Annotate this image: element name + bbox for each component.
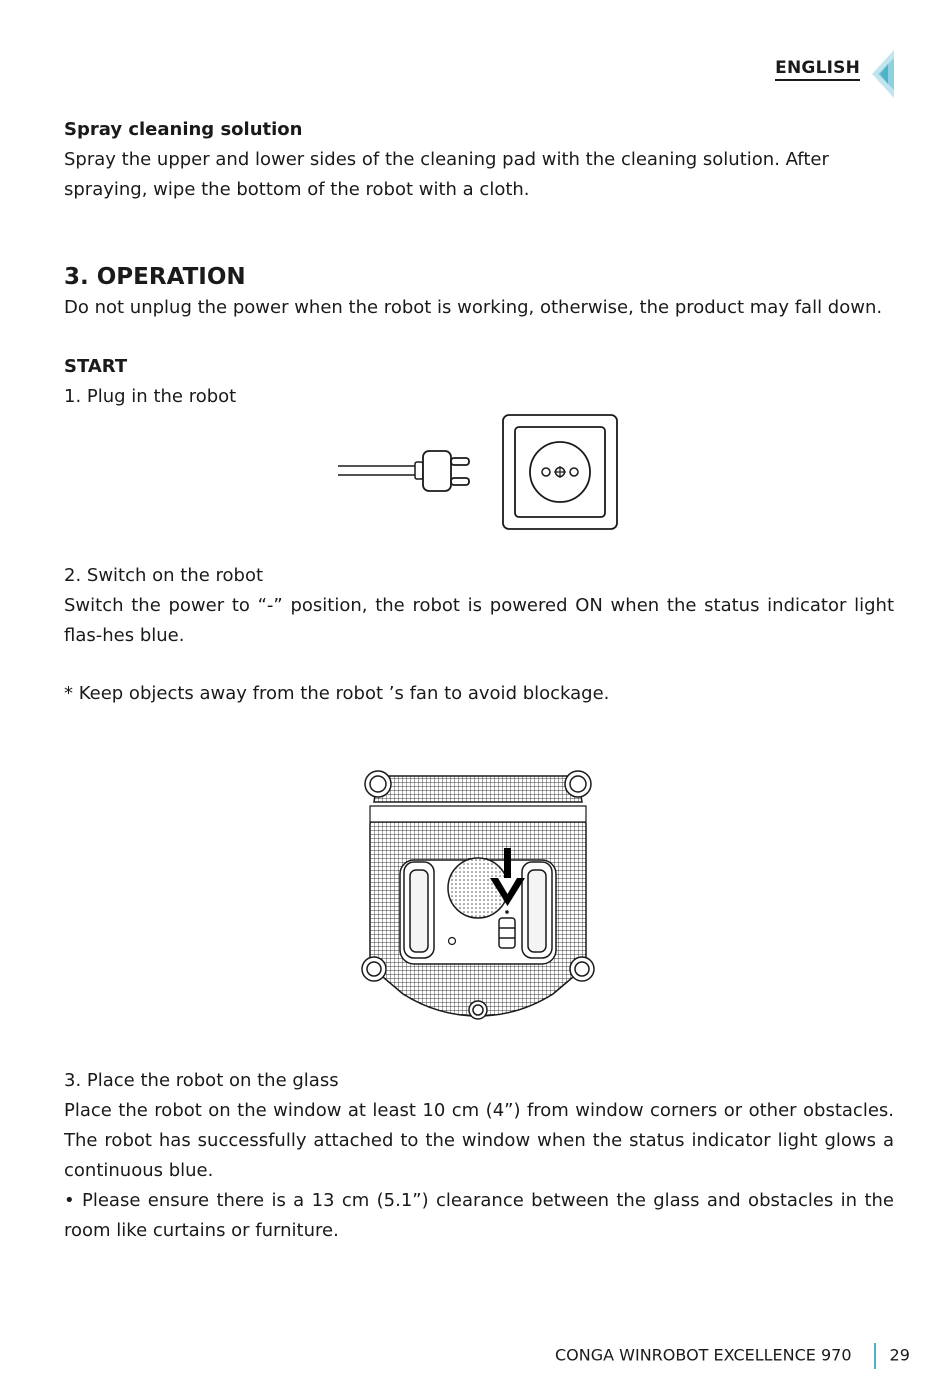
step3-text: Place the robot on the window at least 10 cm (4”) from window corners or other obstacles. The robot has successfully attached to the window when the status indicator light glows a continuous blue. xyxy=(64,1100,894,1181)
operation-title: 3. OPERATION xyxy=(64,264,246,290)
step3-bullet: • Please ensure there is a 13 cm (5.1”) clearance between the glass and obstacles in the room like curtains or furniture. xyxy=(64,1190,894,1241)
language-label: ENGLISH xyxy=(775,58,860,81)
language-tab-icon xyxy=(868,50,896,98)
power-cable xyxy=(338,462,423,479)
power-switch-icon xyxy=(499,918,515,948)
page-number: 29 xyxy=(889,1345,910,1365)
robot-top-pad xyxy=(374,776,582,802)
page-footer xyxy=(555,1343,910,1369)
step2-section xyxy=(64,561,894,651)
robot-illustration xyxy=(358,766,598,1022)
step2-title: 2. Switch on the robot xyxy=(64,565,264,586)
operation-warning: Do not unplug the power when the robot is working, otherwise, the product may fall down. xyxy=(64,297,883,318)
start-section xyxy=(64,352,894,412)
step2-text: Switch the power to “-” position, the robot is powered ON when the status indicator light flas-hes blue. xyxy=(64,595,894,646)
product-name: CONGA WINROBOT EXCELLENCE 970 xyxy=(555,1345,852,1365)
fan-note: * Keep objects away from the robot ’s fan to avoid blockage. xyxy=(64,683,610,704)
spray-section xyxy=(64,115,894,205)
step1-text: 1. Plug in the robot xyxy=(64,386,237,407)
plug-socket-illustration xyxy=(330,405,630,535)
wall-socket-icon xyxy=(503,415,617,529)
plug-icon xyxy=(423,451,469,491)
step3-section xyxy=(64,1066,894,1246)
start-title: START xyxy=(64,356,128,377)
footer-divider xyxy=(874,1343,876,1369)
spray-text: Spray the upper and lower sides of the cleaning pad with the cleaning solution. After spraying, wipe the bottom of the robot with a cloth. xyxy=(64,149,829,200)
spray-title: Spray cleaning solution xyxy=(64,119,303,140)
step3-title: 3. Place the robot on the glass xyxy=(64,1070,339,1091)
status-indicator-icon xyxy=(449,938,456,945)
